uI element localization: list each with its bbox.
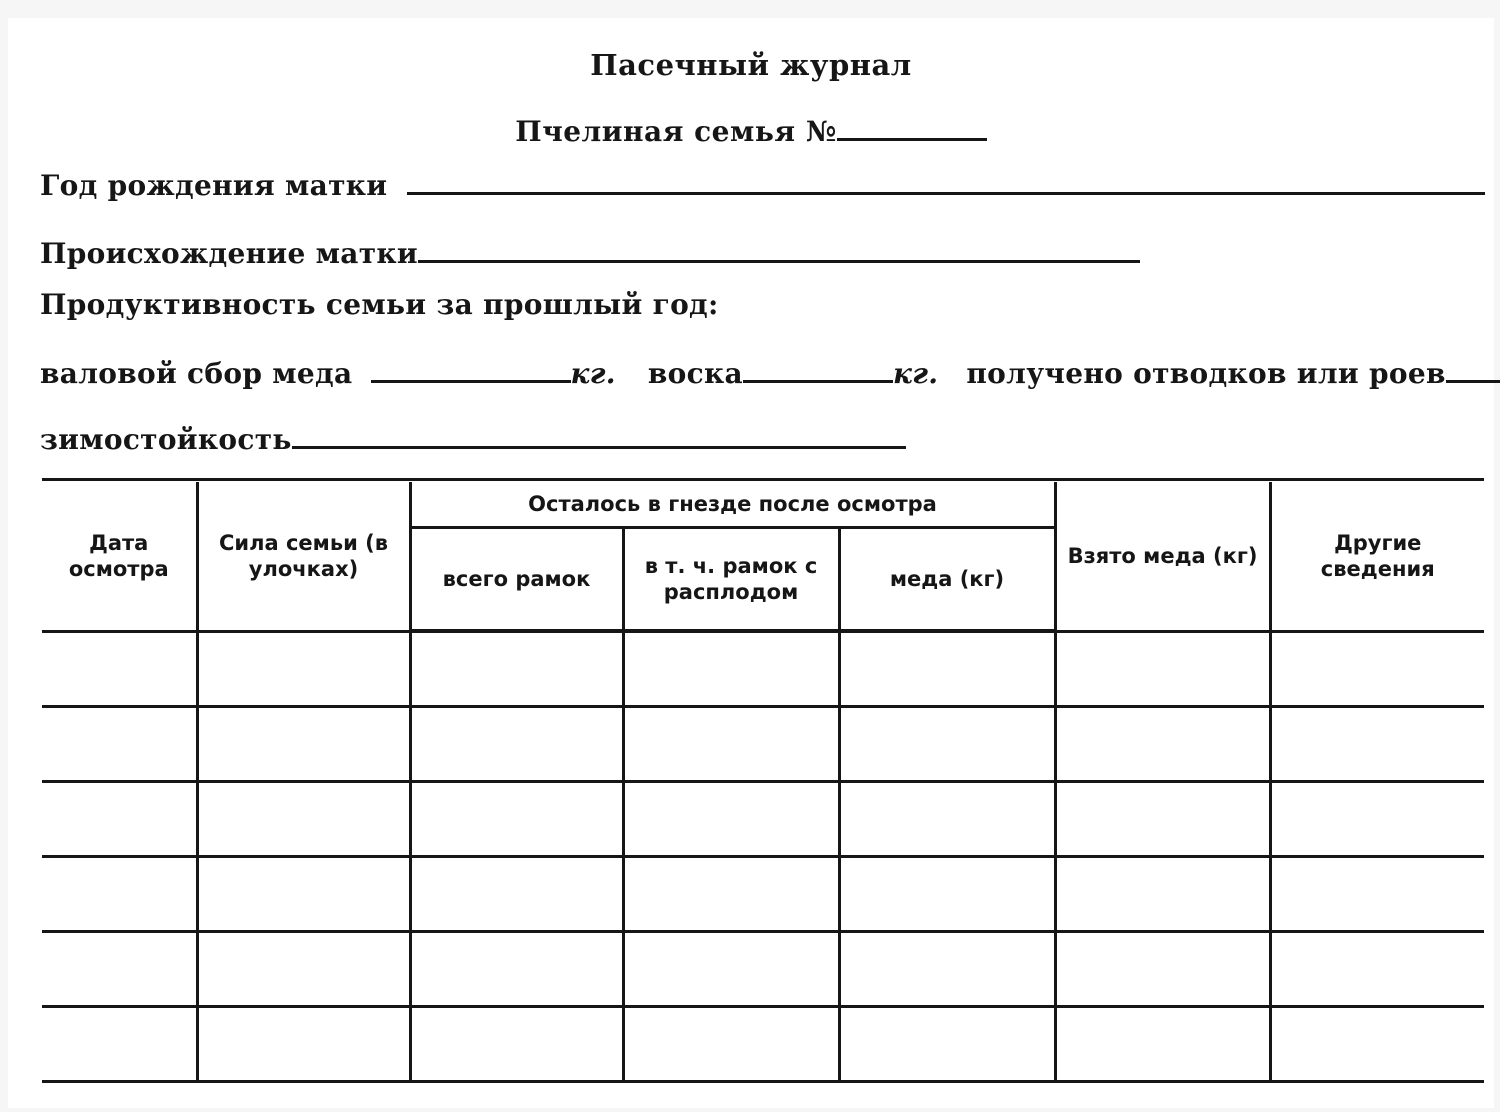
col-other-header: Другие сведения (1270, 482, 1484, 631)
table-cell[interactable] (410, 932, 623, 1007)
table-cell[interactable] (197, 707, 410, 782)
winter-hardiness-row (40, 422, 906, 456)
table-top-rule (42, 478, 1484, 481)
table-cell[interactable] (197, 782, 410, 857)
table-cell[interactable] (410, 631, 623, 707)
table-cell[interactable] (197, 857, 410, 932)
winter-hardiness-field[interactable] (292, 422, 906, 449)
table-cell[interactable] (42, 1007, 197, 1082)
honey-gross-label: валовой сбор меда (40, 357, 353, 390)
inspection-table (42, 482, 1484, 1083)
queen-origin-row (40, 236, 1140, 270)
table-cell[interactable] (839, 932, 1055, 1007)
wax-label: воска (647, 357, 743, 390)
colony-number-field[interactable] (837, 114, 987, 141)
table-cell[interactable] (42, 857, 197, 932)
table-row (42, 932, 1484, 1007)
table-cell[interactable] (623, 1007, 839, 1082)
swarms-label: получено отводков или роев (966, 357, 1446, 390)
table-cell[interactable] (1270, 707, 1484, 782)
col-date-header: Дата осмотра (42, 482, 197, 631)
honey-unit: кг. (570, 357, 616, 390)
honey-gross-field[interactable] (371, 356, 571, 383)
queen-birth-year-row (40, 168, 1485, 202)
table-cell[interactable] (42, 782, 197, 857)
page-title: Пасечный журнал (590, 48, 912, 82)
col-strength-header: Сила семьи (в улочках) (197, 482, 410, 631)
table-body (42, 631, 1484, 1082)
table-cell[interactable] (1055, 631, 1270, 707)
table-cell[interactable] (623, 631, 839, 707)
table-cell[interactable] (1270, 782, 1484, 857)
table-row (42, 631, 1484, 707)
table-cell[interactable] (839, 631, 1055, 707)
colony-number-label: Пчелиная семья № (515, 115, 837, 148)
table-row (42, 707, 1484, 782)
table-cell[interactable] (410, 782, 623, 857)
productivity-values-row (40, 356, 1500, 390)
col-honey-kg-header: меда (кг) (839, 528, 1055, 632)
table-cell[interactable] (42, 707, 197, 782)
table-cell[interactable] (42, 631, 197, 707)
queen-birth-year-label: Год рождения матки (40, 169, 388, 202)
queen-origin-field[interactable] (418, 236, 1140, 263)
group-remaining-header: Осталось в гнезде после осмотра (410, 482, 1055, 528)
table-cell[interactable] (839, 707, 1055, 782)
table-cell[interactable] (623, 857, 839, 932)
winter-hardiness-label: зимостойкость (40, 423, 292, 456)
queen-origin-label: Происхождение матки (40, 237, 418, 270)
queen-birth-year-field[interactable] (407, 168, 1485, 195)
table-cell[interactable] (197, 1007, 410, 1082)
table-cell[interactable] (1055, 782, 1270, 857)
table-cell[interactable] (839, 857, 1055, 932)
table-cell[interactable] (410, 857, 623, 932)
swarms-field[interactable] (1446, 356, 1500, 383)
table-cell[interactable] (623, 932, 839, 1007)
table-cell[interactable] (42, 932, 197, 1007)
table-cell[interactable] (1270, 631, 1484, 707)
table-cell[interactable] (410, 707, 623, 782)
table-cell[interactable] (1055, 707, 1270, 782)
table-cell[interactable] (1055, 932, 1270, 1007)
col-brood-frames-header: в т. ч. рамок с расплодом (623, 528, 839, 632)
wax-unit: кг. (892, 357, 939, 390)
table-cell[interactable] (1270, 932, 1484, 1007)
table-cell[interactable] (1055, 1007, 1270, 1082)
table-cell[interactable] (839, 782, 1055, 857)
table-cell[interactable] (623, 707, 839, 782)
table-cell[interactable] (197, 932, 410, 1007)
table-cell[interactable] (839, 1007, 1055, 1082)
table-cell[interactable] (1270, 1007, 1484, 1082)
journal-sheet (8, 18, 1494, 1108)
table-cell[interactable] (197, 631, 410, 707)
table-cell[interactable] (1055, 857, 1270, 932)
table-cell[interactable] (410, 1007, 623, 1082)
table-row (42, 782, 1484, 857)
table-row (42, 857, 1484, 932)
table-cell[interactable] (623, 782, 839, 857)
colony-number-line (8, 114, 1494, 148)
col-honey-taken-header: Взято меда (кг) (1055, 482, 1270, 631)
table-cell[interactable] (1270, 857, 1484, 932)
productivity-label: Продуктивность семьи за прошлый год: (40, 288, 719, 321)
col-frames-total-header: всего рамок (410, 528, 623, 632)
table-row (42, 1007, 1484, 1082)
wax-field[interactable] (743, 356, 893, 383)
